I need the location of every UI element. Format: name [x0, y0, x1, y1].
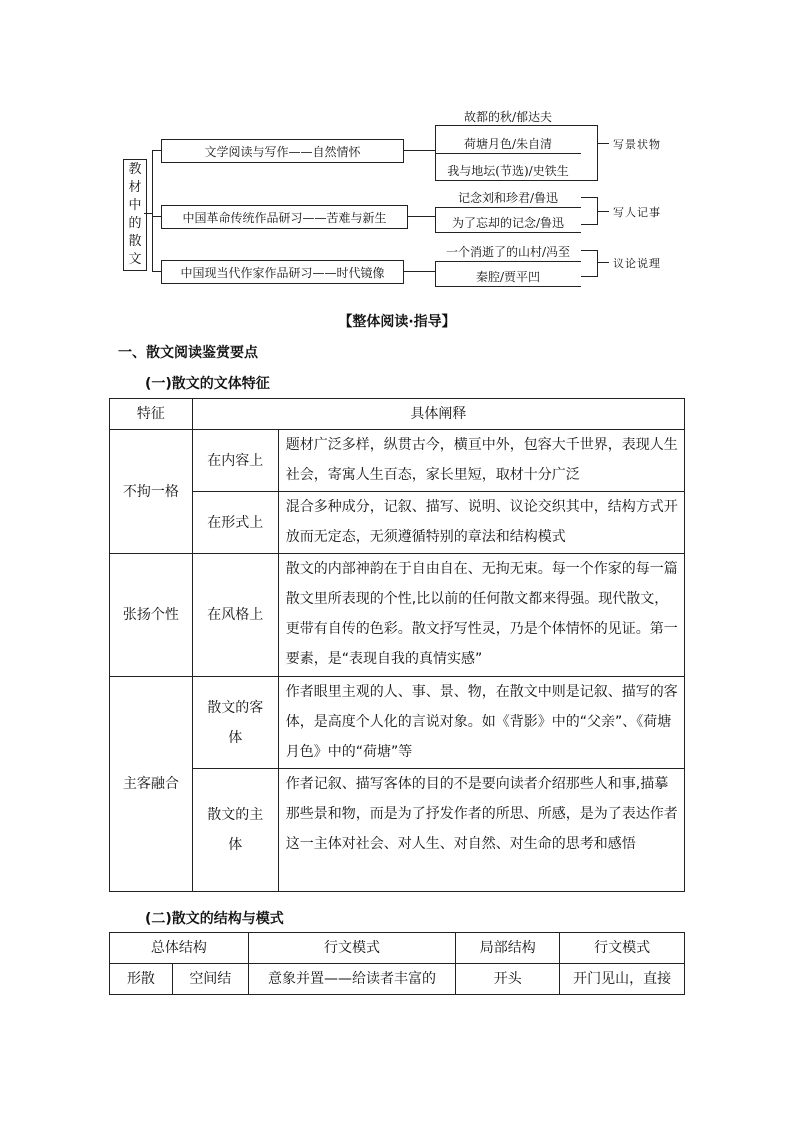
category-3: 议论说理: [613, 257, 661, 270]
table1-header-explanation: 具体阐释: [192, 399, 684, 430]
aspect-cell: 在内容上: [192, 430, 278, 492]
aspect-cell: 散文的客体: [192, 677, 278, 769]
work-2-2: 为了忘却的记念/鲁迅: [451, 216, 565, 230]
feature-cell: 张扬个性: [110, 554, 193, 677]
description-cell: 混合多种成分，记叙、描写、说明、议论交织其中，结构方式开放而无定态，无须遵循特别的章法和结构模式: [278, 492, 684, 554]
category-1: 写景状物: [613, 138, 661, 151]
feature-cell: 主客融合: [110, 677, 193, 892]
table2-cell: 开头: [456, 964, 560, 995]
feature-cell: 不拘一格: [110, 430, 193, 554]
table2-header: 局部结构: [456, 933, 560, 964]
work-1-1: 故都的秋/郁达夫: [463, 110, 553, 124]
category-2: 写人记事: [613, 206, 661, 219]
subheading-genre-features: (一)散文的文体特征: [145, 376, 270, 392]
aspect-cell: 在形式上: [192, 492, 278, 554]
table2-cell: 意象并置——给读者丰富的: [248, 964, 456, 995]
genre-features-table: [109, 398, 685, 892]
work-3-2: 秦腔/贾平凹: [475, 270, 541, 284]
table2-cell: 开门见山，直接: [560, 964, 685, 995]
aspect-cell: 散文的主体: [192, 769, 278, 892]
table1-header-feature: 特征: [110, 399, 193, 430]
heading-reading-points: 一、散文阅读鉴赏要点: [118, 345, 258, 361]
work-2-1: 记念刘和珍君/鲁迅: [457, 191, 559, 205]
concept-root: 教材中的散文: [123, 159, 147, 271]
aspect-cell: 在风格上: [192, 554, 278, 677]
table2-header: 行文模式: [560, 933, 685, 964]
table2-cell: 形散: [110, 964, 173, 995]
structure-table: [109, 932, 685, 995]
work-1-3: 我与地坛(节选)/史铁生: [447, 164, 569, 178]
work-3-1: 一个消逝了的山村/冯至: [445, 245, 571, 259]
table2-cell: 空间结: [172, 964, 248, 995]
branch-2-box: 中国革命传统作品研习——苦难与新生: [161, 205, 408, 229]
description-cell: 作者记叙、描写客体的目的不是要向读者介绍那些人和事,描摹那些景和物，而是为了抒发作者的所思、所感，是为了表达作者这一主体对社会、对人生、对自然、对生命的思考和感悟: [278, 769, 684, 892]
subheading-structure: (二)散文的结构与模式: [145, 911, 284, 927]
description-cell: 作者眼里主观的人、事、景、物，在散文中则是记叙、描写的客体，是高度个人化的言说对象。如《背影》中的“父亲”、《荷塘月色》中的“荷塘”等: [278, 677, 684, 769]
description-cell: 题材广泛多样，纵贯古今，横亘中外，包容大千世界，表现人生社会，寄寓人生百态，家长里短，取材十分广泛: [278, 430, 684, 492]
table2-header: 行文模式: [248, 933, 456, 964]
work-1-2: 荷塘月色/朱自清: [463, 137, 553, 151]
description-cell: 散文的内部神韵在于自由自在、无拘无束。每一个作家的每一篇散文里所表现的个性,比以前的任何散文都来得强。现代散文，更带有自传的色彩。散文抒写性灵，乃是个体情怀的见证。第一要素，是“表现自我的真情实感”: [278, 554, 684, 677]
section-title: 【整体阅读·指导】: [338, 314, 456, 330]
branch-3-box: 中国现当代作家作品研习——时代镜像: [161, 260, 404, 284]
branch-1-box: 文学阅读与写作——自然情怀: [161, 139, 404, 163]
table2-header: 总体结构: [110, 933, 249, 964]
